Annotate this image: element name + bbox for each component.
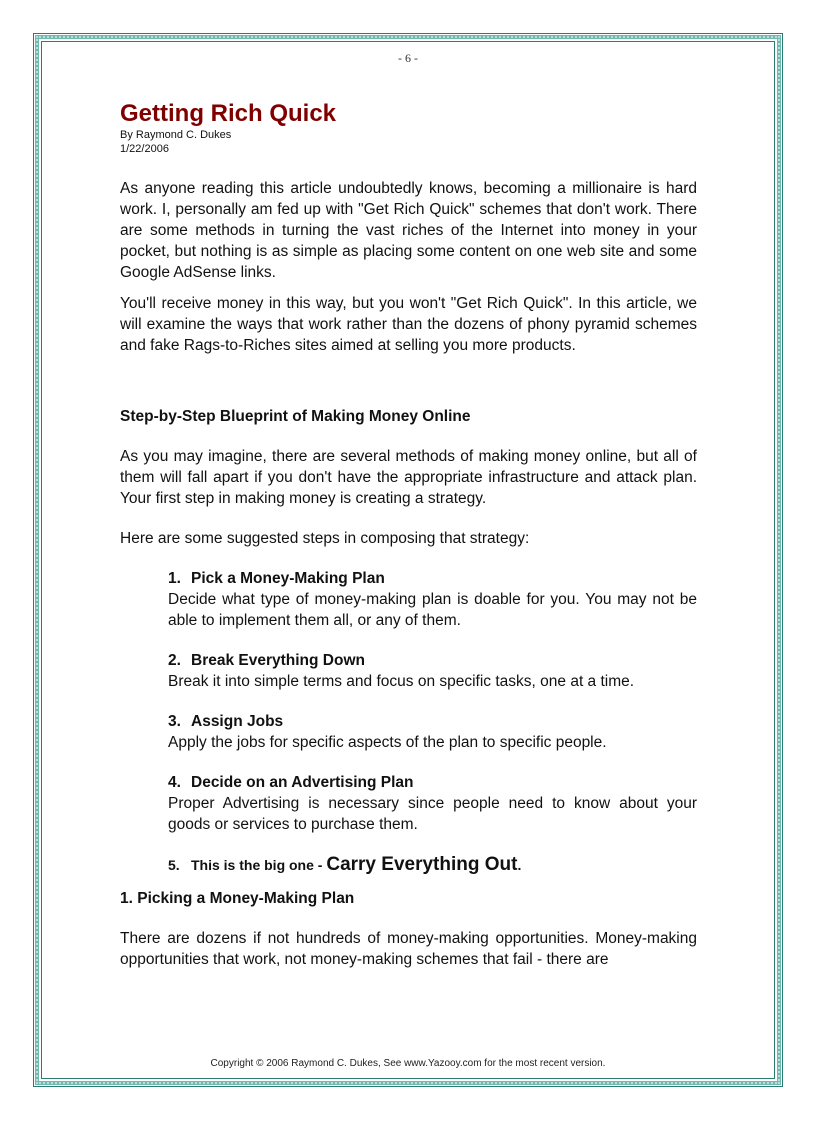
list-item [168, 568, 697, 631]
step-title-text: Decide on an Advertising Plan [191, 774, 414, 791]
step5-suffix: . [517, 857, 522, 873]
step-title [168, 650, 697, 671]
step-description: Break it into simple terms and focus on specific tasks, one at a time. [168, 673, 635, 690]
step-number: 4. [168, 774, 181, 791]
article-byline: By Raymond C. Dukes [120, 129, 232, 141]
step-description: Apply the jobs for specific aspects of the plan to specific people. [168, 734, 607, 751]
step-title [168, 854, 697, 876]
page-number: - 6 - [398, 51, 418, 65]
step5-prefix: This is the big one - [191, 857, 327, 873]
step-title [168, 772, 697, 793]
step-title-text: Assign Jobs [191, 713, 284, 730]
step-title-text: Break Everything Down [191, 652, 365, 669]
intro-paragraph: As anyone reading this article undoubtedly knows, becoming a millionaire is hard work. I, personally am fed up with "Get Rich Quick" schemes that don't work. There are some methods in turning the vast riches of the Internet into money in your pocket, but nothing is as simple as placing some content on one web site and some Google AdSense links. [120, 180, 697, 281]
step-title [168, 711, 697, 732]
list-item [168, 650, 697, 692]
step-number: 2. [168, 652, 181, 669]
steps-list [120, 568, 697, 876]
article-content [120, 100, 697, 970]
blueprint-paragraph: As you may imagine, there are several methods of making money online, but all of them will fall apart if you don't have the appropriate infrastructure and attack plan. Your first step in making money is creating a strategy. [120, 448, 697, 507]
step-number: 1. [168, 570, 181, 587]
step-title [168, 568, 697, 589]
list-item [168, 711, 697, 753]
step-title-text: Pick a Money-Making Plan [191, 570, 385, 587]
article-title: Getting Rich Quick [120, 100, 337, 127]
step-description: Proper Advertising is necessary since people need to know about your goods or services to purchase them. [168, 795, 697, 833]
blueprint-heading: Step-by-Step Blueprint of Making Money Online [120, 408, 471, 425]
list-item [168, 854, 697, 876]
article-date: 1/22/2006 [120, 143, 169, 155]
step5-emphasis: Carry Everything Out [326, 854, 518, 875]
step-description: Decide what type of money-making plan is doable for you. You may not be able to implement them all, or any of them. [168, 591, 697, 629]
copyright-footer: Copyright © 2006 Raymond C. Dukes, See www.Yazooy.com for the most recent version. [210, 1058, 606, 1069]
intro-paragraph: You'll receive money in this way, but you won't "Get Rich Quick". In this article, we will examine the ways that work rather than the dozens of phony pyramid schemes and fake Rags-to-Riches sites aimed at selling you more products. [120, 295, 697, 354]
step-number: 3. [168, 713, 181, 730]
list-item [168, 772, 697, 835]
step-number: 5. [168, 857, 180, 873]
section1-heading: 1. Picking a Money-Making Plan [120, 890, 355, 907]
steps-intro: Here are some suggested steps in composing that strategy: [120, 530, 530, 547]
section1-paragraph: There are dozens if not hundreds of money-making opportunities. Money-making opportunities that work, not money-making schemes that fail - there are [120, 930, 697, 968]
